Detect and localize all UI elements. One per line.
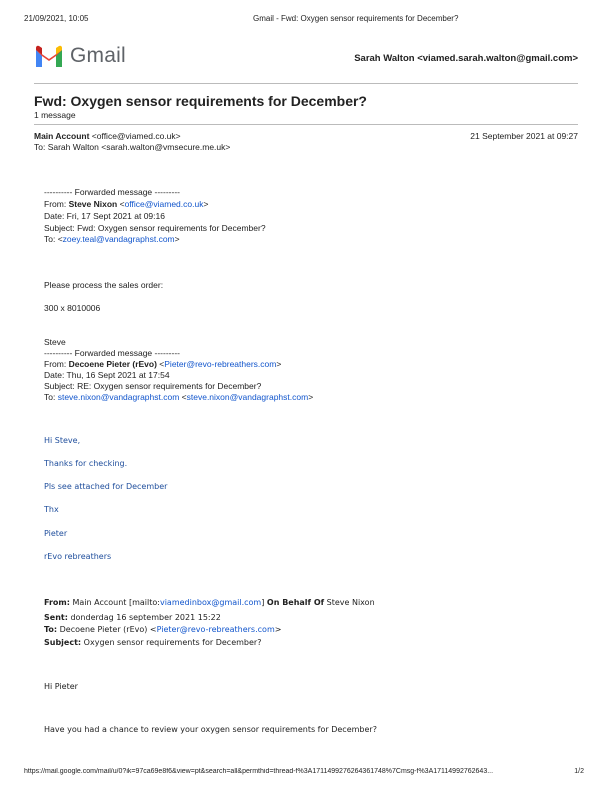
fwd2-to-email-link[interactable]: steve.nixon@vandagraphst.com xyxy=(57,392,180,402)
reply-thx: Thx xyxy=(44,505,59,514)
fwd1-to-label: To: < xyxy=(44,234,63,244)
sender-name: Main Account xyxy=(34,131,90,141)
fwd2-from-email-link[interactable]: Pieter@revo-rebreathers.com xyxy=(164,359,277,369)
orig-to-name: Decoene Pieter (rEvo) < xyxy=(59,625,157,634)
fwd2-from-gt: > xyxy=(276,359,282,369)
reply-greeting: Hi Steve, xyxy=(44,436,81,445)
orig-behalf-name: Steve Nixon xyxy=(326,598,375,607)
orig-to-gt: > xyxy=(274,625,282,634)
body-line-order: 300 x 8010006 xyxy=(44,303,101,313)
message-date: 21 September 2021 at 09:27 xyxy=(470,131,578,141)
body-line-process: Please process the sales order: xyxy=(44,280,164,290)
fwd1-from-label: From: xyxy=(44,199,67,209)
reply-name: Pieter xyxy=(44,529,68,538)
orig-from-email-link[interactable]: viamedinbox@gmail.com xyxy=(159,598,262,607)
orig-to-label: To: xyxy=(44,625,58,634)
orig-subject-value: Oxygen sensor requirements for December? xyxy=(83,638,262,647)
orig-greeting: Hi Pieter xyxy=(44,682,78,691)
fwd1-from-gt: > xyxy=(203,199,209,209)
fwd1-subject: Subject: Fwd: Oxygen sensor requirements for December? xyxy=(44,223,266,233)
header-divider xyxy=(34,83,578,84)
orig-body: Have you had a chance to review your oxygen sensor requirements for December? xyxy=(44,725,377,734)
fwd1-to-gt: > xyxy=(174,234,180,244)
fwd1-from-name: Steve Nixon xyxy=(68,199,118,209)
sender-email: <office@viamed.co.uk> xyxy=(91,131,181,141)
fwd2-subject: Subject: RE: Oxygen sensor requirements for December? xyxy=(44,381,262,391)
gmail-wordmark: Gmail xyxy=(70,44,126,67)
footer-url: https://mail.google.com/mail/u/0?ik=97ca69e8f6&view=pt&search=all&permthid=thread-f%3A1711499276264361748%7Cmsg-f%3A17114992762643... xyxy=(24,768,494,775)
reply-attached: Pls see attached for December xyxy=(44,482,168,491)
thread-divider xyxy=(34,124,578,125)
print-title: Gmail - Fwd: Oxygen sensor requirements for December? xyxy=(253,14,459,23)
account-identity: Sarah Walton <viamed.sarah.walton@gmail.com> xyxy=(354,53,578,64)
orig-subject xyxy=(44,638,261,647)
reply-thanks: Thanks for checking. xyxy=(44,459,128,468)
fwd1-from-lt: < xyxy=(119,199,125,209)
fwd1-to xyxy=(44,234,180,244)
fwd2-date: Date: Thu, 16 Sept 2021 at 17:54 xyxy=(44,370,170,380)
orig-from-label: From: xyxy=(44,598,70,607)
fwd2-from xyxy=(44,359,281,369)
fwd2-from-lt: < xyxy=(159,359,165,369)
body-signature: Steve xyxy=(44,337,66,347)
message-count: 1 message xyxy=(34,110,76,120)
orig-from-text: Main Account [mailto: xyxy=(72,598,160,607)
print-date: 21/09/2021, 10:05 xyxy=(24,14,89,23)
orig-behalf-label: On Behalf Of xyxy=(266,598,325,607)
fwd1-date: Date: Fri, 17 Sept 2021 at 09:16 xyxy=(44,211,165,221)
orig-to xyxy=(44,625,281,634)
page-number: 1/2 xyxy=(574,768,584,775)
message-to: To: Sarah Walton <sarah.walton@vmsecure.me.uk> xyxy=(34,142,231,152)
orig-from-close: ] xyxy=(261,598,265,607)
orig-from xyxy=(44,598,375,607)
gmail-logo[interactable] xyxy=(34,44,126,68)
message-from xyxy=(34,131,181,141)
fwd2-from-name: Decoene Pieter (rEvo) xyxy=(68,359,157,369)
orig-to-email-link[interactable]: Pieter@revo-rebreathers.com xyxy=(156,625,275,634)
fwd2-to-label: To: xyxy=(44,392,56,402)
fwd1-from xyxy=(44,199,208,209)
fwd2-to xyxy=(44,392,313,402)
orig-sent-label: Sent: xyxy=(44,613,68,622)
gmail-m-icon xyxy=(34,45,64,67)
orig-sent xyxy=(44,613,221,622)
thread-subject: Fwd: Oxygen sensor requirements for December? xyxy=(34,93,367,109)
orig-sent-value: donderdag 16 september 2021 15:22 xyxy=(70,613,221,622)
fwd1-separator: ---------- Forwarded message --------- xyxy=(44,187,180,197)
fwd2-separator: ---------- Forwarded message --------- xyxy=(44,348,180,358)
fwd2-to-email-link-2[interactable]: steve.nixon@vandagraphst.com xyxy=(186,392,309,402)
fwd2-to-gt: > xyxy=(308,392,314,402)
fwd2-from-label: From: xyxy=(44,359,67,369)
orig-subject-label: Subject: xyxy=(44,638,82,647)
reply-company: rEvo rebreathers xyxy=(44,552,112,561)
fwd2-to-lt: < xyxy=(181,392,187,402)
fwd1-to-email-link[interactable]: zoey.teal@vandagraphst.com xyxy=(62,234,175,244)
fwd1-from-email-link[interactable]: office@viamed.co.uk xyxy=(124,199,204,209)
